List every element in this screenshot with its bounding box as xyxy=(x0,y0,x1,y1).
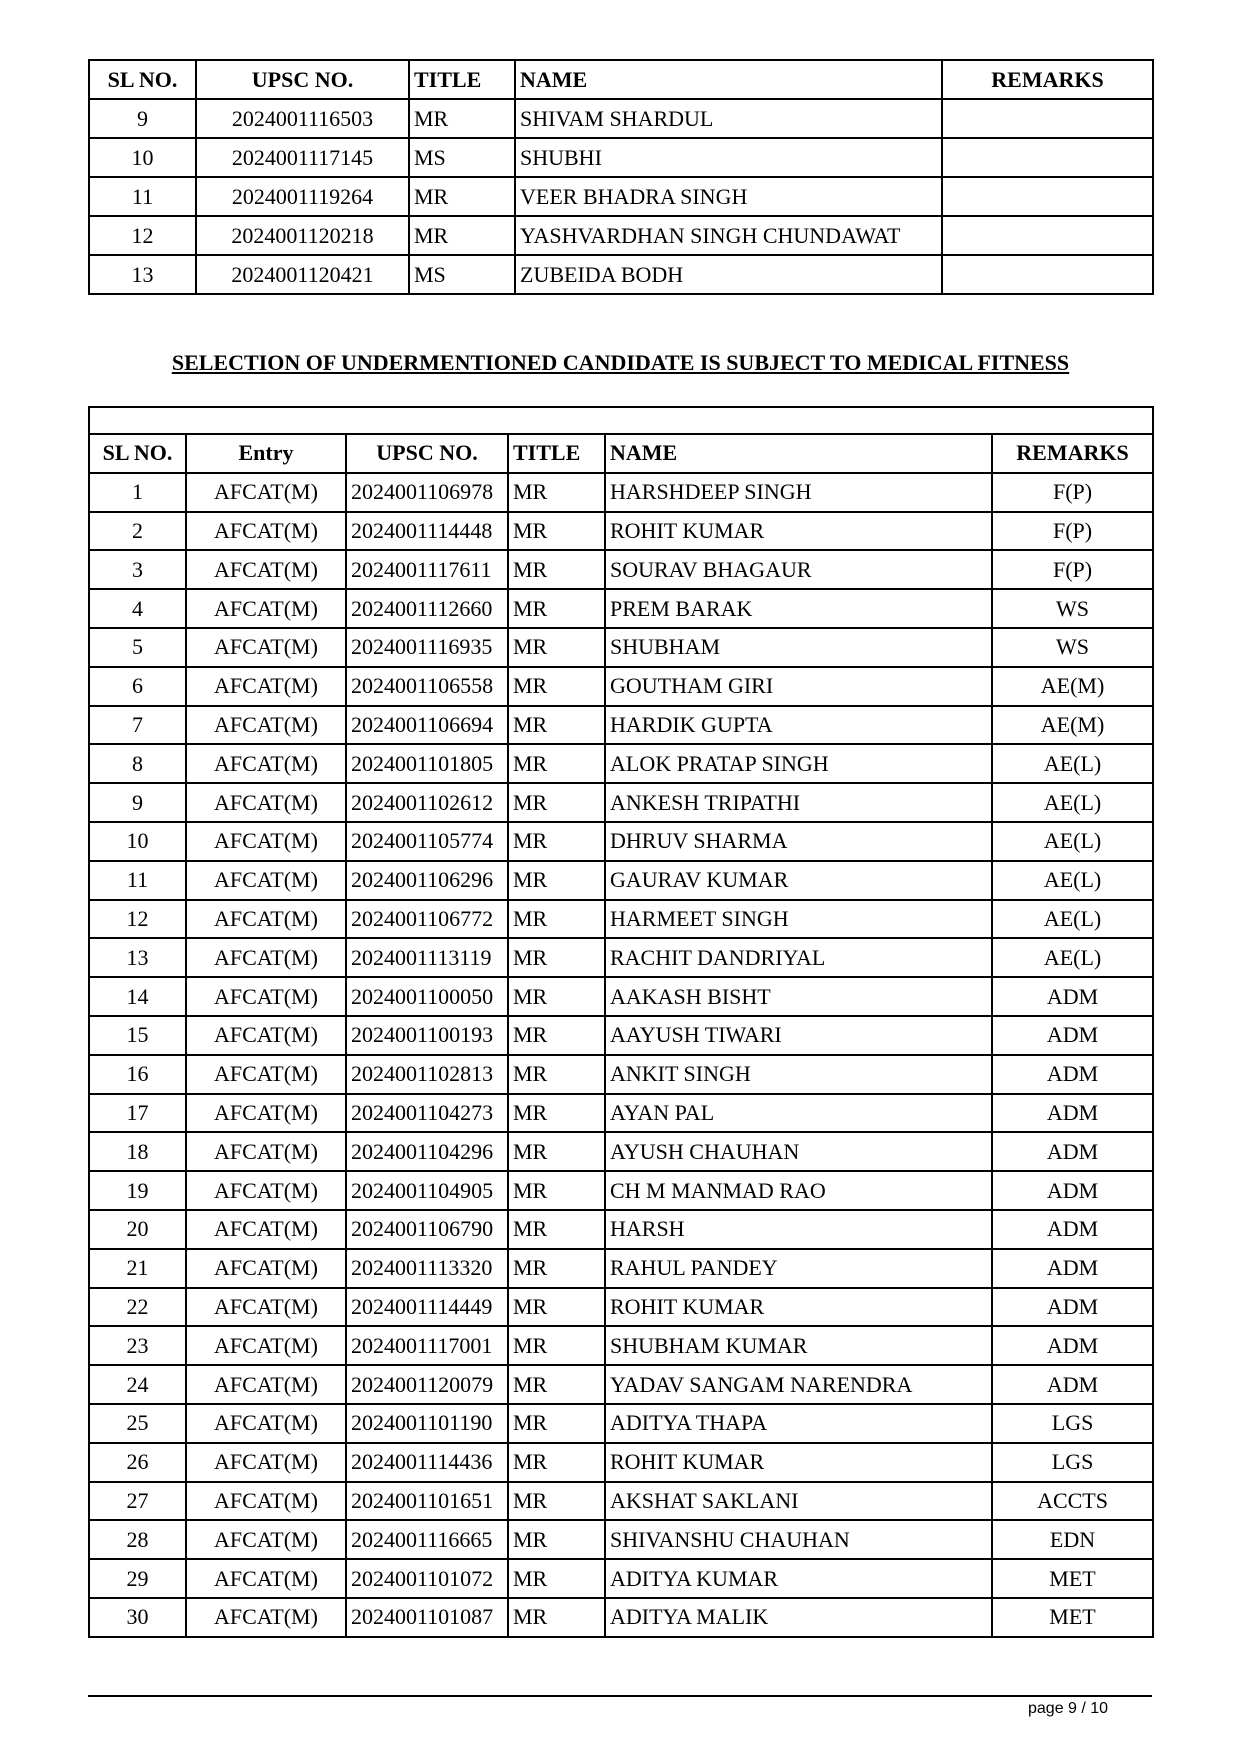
cell-title: MR xyxy=(508,1055,605,1094)
cell-entry: AFCAT(M) xyxy=(186,512,346,551)
cell-entry: AFCAT(M) xyxy=(186,1443,346,1482)
cell-sl-no: 10 xyxy=(89,138,196,177)
cell-title: MR xyxy=(508,1288,605,1327)
cell-entry: AFCAT(M) xyxy=(186,628,346,667)
cell-entry: AFCAT(M) xyxy=(186,861,346,900)
header-upsc-no: UPSC NO. xyxy=(346,434,508,473)
table-row xyxy=(89,138,1153,177)
cell-upsc-no: 2024001113119 xyxy=(346,938,508,977)
cell-name: ROHIT KUMAR xyxy=(605,1443,992,1482)
cell-name: ZUBEIDA BODH xyxy=(515,255,942,294)
cell-upsc-no: 2024001120218 xyxy=(196,216,409,255)
cell-entry: AFCAT(M) xyxy=(186,744,346,783)
table-row xyxy=(89,900,1153,939)
cell-title: MR xyxy=(508,744,605,783)
table-row xyxy=(89,1055,1153,1094)
cell-upsc-no: 2024001116503 xyxy=(196,99,409,138)
cell-title: MR xyxy=(508,550,605,589)
table-row xyxy=(89,1249,1153,1288)
cell-name: SHIVANSHU CHAUHAN xyxy=(605,1520,992,1559)
table-row xyxy=(89,1598,1153,1637)
table-row xyxy=(89,783,1153,822)
cell-title: MR xyxy=(508,512,605,551)
cell-upsc-no: 2024001104905 xyxy=(346,1171,508,1210)
cell-title: MR xyxy=(508,1094,605,1133)
table-row xyxy=(89,473,1153,512)
cell-sl-no: 28 xyxy=(89,1520,186,1559)
section-heading: SELECTION OF UNDERMENTIONED CANDIDATE IS SUBJECT TO MEDICAL FITNESS xyxy=(171,350,1070,375)
cell-name: GAURAV KUMAR xyxy=(605,861,992,900)
cell-name: HARMEET SINGH xyxy=(605,900,992,939)
cell-upsc-no: 2024001114436 xyxy=(346,1443,508,1482)
cell-title: MR xyxy=(508,589,605,628)
cell-sl-no: 25 xyxy=(89,1404,186,1443)
cell-title: MR xyxy=(508,900,605,939)
cell-remarks: F(P) xyxy=(992,473,1153,512)
header-sl-no: SL NO. xyxy=(89,60,196,99)
cell-entry: AFCAT(M) xyxy=(186,1326,346,1365)
cell-remarks xyxy=(942,138,1153,177)
cell-title: MS xyxy=(409,255,515,294)
cell-name: PREM BARAK xyxy=(605,589,992,628)
cell-upsc-no: 2024001117611 xyxy=(346,550,508,589)
cell-name: ROHIT KUMAR xyxy=(605,512,992,551)
cell-entry: AFCAT(M) xyxy=(186,1094,346,1133)
cell-entry: AFCAT(M) xyxy=(186,1365,346,1404)
cell-remarks xyxy=(942,216,1153,255)
cell-remarks: F(P) xyxy=(992,512,1153,551)
cell-upsc-no: 2024001104273 xyxy=(346,1094,508,1133)
cell-entry: AFCAT(M) xyxy=(186,977,346,1016)
cell-name: SHUBHAM xyxy=(605,628,992,667)
cell-entry: AFCAT(M) xyxy=(186,589,346,628)
table-row xyxy=(89,1094,1153,1133)
cell-name: YADAV SANGAM NARENDRA xyxy=(605,1365,992,1404)
cell-sl-no: 23 xyxy=(89,1326,186,1365)
cell-remarks: ADM xyxy=(992,977,1153,1016)
cell-remarks xyxy=(942,177,1153,216)
cell-title: MR xyxy=(508,1171,605,1210)
header-remarks: REMARKS xyxy=(942,60,1153,99)
cell-title: MR xyxy=(508,977,605,1016)
footer-divider xyxy=(88,1695,1152,1697)
cell-sl-no: 17 xyxy=(89,1094,186,1133)
cell-upsc-no: 2024001101072 xyxy=(346,1559,508,1598)
table-row xyxy=(89,99,1153,138)
cell-entry: AFCAT(M) xyxy=(186,1288,346,1327)
cell-upsc-no: 2024001117001 xyxy=(346,1326,508,1365)
cell-title: MR xyxy=(409,216,515,255)
cell-remarks: AE(M) xyxy=(992,706,1153,745)
cell-name: GOUTHAM GIRI xyxy=(605,667,992,706)
cell-sl-no: 13 xyxy=(89,255,196,294)
cell-sl-no: 2 xyxy=(89,512,186,551)
cell-name: HARDIK GUPTA xyxy=(605,706,992,745)
table-row xyxy=(89,1171,1153,1210)
cell-upsc-no: 2024001117145 xyxy=(196,138,409,177)
cell-sl-no: 14 xyxy=(89,977,186,1016)
cell-sl-no: 12 xyxy=(89,216,196,255)
cell-remarks: ADM xyxy=(992,1016,1153,1055)
cell-sl-no: 27 xyxy=(89,1482,186,1521)
cell-remarks: ADM xyxy=(992,1288,1153,1327)
table-row xyxy=(89,667,1153,706)
blank-title-row xyxy=(89,407,1153,434)
cell-sl-no: 29 xyxy=(89,1559,186,1598)
cell-upsc-no: 2024001100193 xyxy=(346,1016,508,1055)
cell-upsc-no: 2024001106694 xyxy=(346,706,508,745)
cell-name: ADITYA MALIK xyxy=(605,1598,992,1637)
cell-remarks xyxy=(942,255,1153,294)
cell-upsc-no: 2024001102612 xyxy=(346,783,508,822)
cell-name: SHUBHAM KUMAR xyxy=(605,1326,992,1365)
cell-name: DHRUV SHARMA xyxy=(605,822,992,861)
cell-title: MS xyxy=(409,138,515,177)
cell-remarks: ADM xyxy=(992,1132,1153,1171)
cell-sl-no: 19 xyxy=(89,1171,186,1210)
cell-title: MR xyxy=(409,177,515,216)
table-row xyxy=(89,1210,1153,1249)
cell-sl-no: 26 xyxy=(89,1443,186,1482)
cell-title: MR xyxy=(508,667,605,706)
cell-upsc-no: 2024001116665 xyxy=(346,1520,508,1559)
cell-upsc-no: 2024001120421 xyxy=(196,255,409,294)
cell-remarks: AE(L) xyxy=(992,938,1153,977)
cell-upsc-no: 2024001101651 xyxy=(346,1482,508,1521)
cell-upsc-no: 2024001105774 xyxy=(346,822,508,861)
cell-upsc-no: 2024001106978 xyxy=(346,473,508,512)
cell-remarks: WS xyxy=(992,628,1153,667)
cell-remarks: AE(L) xyxy=(992,900,1153,939)
cell-title: MR xyxy=(508,1016,605,1055)
cell-entry: AFCAT(M) xyxy=(186,1598,346,1637)
cell-remarks: ADM xyxy=(992,1171,1153,1210)
cell-remarks: LGS xyxy=(992,1443,1153,1482)
header-remarks: REMARKS xyxy=(992,434,1153,473)
table-row xyxy=(89,1132,1153,1171)
header-entry: Entry xyxy=(186,434,346,473)
cell-entry: AFCAT(M) xyxy=(186,900,346,939)
cell-sl-no: 22 xyxy=(89,1288,186,1327)
cell-name: HARSHDEEP SINGH xyxy=(605,473,992,512)
cell-entry: AFCAT(M) xyxy=(186,1482,346,1521)
cell-title: MR xyxy=(508,1365,605,1404)
table-row xyxy=(89,977,1153,1016)
cell-entry: AFCAT(M) xyxy=(186,938,346,977)
cell-upsc-no: 2024001120079 xyxy=(346,1365,508,1404)
cell-sl-no: 30 xyxy=(89,1598,186,1637)
cell-upsc-no: 2024001101805 xyxy=(346,744,508,783)
cell-name: ANKIT SINGH xyxy=(605,1055,992,1094)
cell-entry: AFCAT(M) xyxy=(186,1210,346,1249)
cell-entry: AFCAT(M) xyxy=(186,706,346,745)
cell-remarks: ADM xyxy=(992,1210,1153,1249)
cell-title: MR xyxy=(508,1326,605,1365)
cell-sl-no: 13 xyxy=(89,938,186,977)
cell-upsc-no: 2024001114448 xyxy=(346,512,508,551)
cell-name: ALOK PRATAP SINGH xyxy=(605,744,992,783)
cell-upsc-no: 2024001101190 xyxy=(346,1404,508,1443)
cell-title: MR xyxy=(508,783,605,822)
table-row xyxy=(89,550,1153,589)
cell-title: MR xyxy=(508,473,605,512)
cell-entry: AFCAT(M) xyxy=(186,1520,346,1559)
header-name: NAME xyxy=(605,434,992,473)
cell-name: AAYUSH TIWARI xyxy=(605,1016,992,1055)
cell-entry: AFCAT(M) xyxy=(186,1132,346,1171)
cell-sl-no: 11 xyxy=(89,861,186,900)
cell-upsc-no: 2024001100050 xyxy=(346,977,508,1016)
cell-title: MR xyxy=(508,1559,605,1598)
cell-name: RAHUL PANDEY xyxy=(605,1249,992,1288)
cell-title: MR xyxy=(508,861,605,900)
table-row xyxy=(89,1482,1153,1521)
cell-remarks: MET xyxy=(992,1559,1153,1598)
cell-upsc-no: 2024001106558 xyxy=(346,667,508,706)
cell-title: MR xyxy=(508,628,605,667)
cell-upsc-no: 2024001116935 xyxy=(346,628,508,667)
table-body xyxy=(89,473,1153,1637)
cell-entry: AFCAT(M) xyxy=(186,550,346,589)
table-row xyxy=(89,512,1153,551)
cell-sl-no: 20 xyxy=(89,1210,186,1249)
cell-upsc-no: 2024001106772 xyxy=(346,900,508,939)
cell-remarks: EDN xyxy=(992,1520,1153,1559)
table-row xyxy=(89,177,1153,216)
cell-title: MR xyxy=(508,706,605,745)
cell-name: SHIVAM SHARDUL xyxy=(515,99,942,138)
table-row xyxy=(89,1404,1153,1443)
cell-sl-no: 6 xyxy=(89,667,186,706)
cell-remarks: ADM xyxy=(992,1249,1153,1288)
cell-upsc-no: 2024001119264 xyxy=(196,177,409,216)
cell-title: MR xyxy=(508,1132,605,1171)
cell-title: MR xyxy=(508,1598,605,1637)
cell-name: ADITYA KUMAR xyxy=(605,1559,992,1598)
table-row xyxy=(89,706,1153,745)
cell-sl-no: 7 xyxy=(89,706,186,745)
cell-sl-no: 12 xyxy=(89,900,186,939)
table-body xyxy=(89,99,1153,294)
cell-name: ADITYA THAPA xyxy=(605,1404,992,1443)
cell-sl-no: 8 xyxy=(89,744,186,783)
cell-sl-no: 3 xyxy=(89,550,186,589)
cell-remarks: ADM xyxy=(992,1326,1153,1365)
cell-upsc-no: 2024001114449 xyxy=(346,1288,508,1327)
table-header-row xyxy=(89,60,1153,99)
cell-sl-no: 4 xyxy=(89,589,186,628)
cell-remarks: ACCTS xyxy=(992,1482,1153,1521)
blank-cell xyxy=(89,407,1153,434)
cell-remarks: ADM xyxy=(992,1055,1153,1094)
cell-name: VEER BHADRA SINGH xyxy=(515,177,942,216)
cell-sl-no: 1 xyxy=(89,473,186,512)
cell-sl-no: 15 xyxy=(89,1016,186,1055)
table-row xyxy=(89,628,1153,667)
cell-remarks: AE(L) xyxy=(992,822,1153,861)
cell-title: MR xyxy=(508,1443,605,1482)
table-row xyxy=(89,822,1153,861)
header-title: TITLE xyxy=(508,434,605,473)
cell-sl-no: 9 xyxy=(89,99,196,138)
cell-entry: AFCAT(M) xyxy=(186,1404,346,1443)
cell-sl-no: 5 xyxy=(89,628,186,667)
cell-entry: AFCAT(M) xyxy=(186,473,346,512)
header-title: TITLE xyxy=(409,60,515,99)
cell-name: AYUSH CHAUHAN xyxy=(605,1132,992,1171)
cell-title: MR xyxy=(508,1520,605,1559)
candidate-table-continued xyxy=(88,59,1154,295)
medical-fitness-table xyxy=(88,406,1154,1638)
table-row xyxy=(89,1559,1153,1598)
cell-upsc-no: 2024001112660 xyxy=(346,589,508,628)
cell-entry: AFCAT(M) xyxy=(186,783,346,822)
cell-name: YASHVARDHAN SINGH CHUNDAWAT xyxy=(515,216,942,255)
cell-sl-no: 16 xyxy=(89,1055,186,1094)
table-row xyxy=(89,1365,1153,1404)
page-number: page 9 / 10 xyxy=(1028,1700,1109,1717)
cell-remarks: AE(L) xyxy=(992,744,1153,783)
header-name: NAME xyxy=(515,60,942,99)
table-row xyxy=(89,1288,1153,1327)
cell-remarks: WS xyxy=(992,589,1153,628)
cell-upsc-no: 2024001102813 xyxy=(346,1055,508,1094)
cell-entry: AFCAT(M) xyxy=(186,1055,346,1094)
cell-title: MR xyxy=(508,1210,605,1249)
cell-sl-no: 9 xyxy=(89,783,186,822)
table-row xyxy=(89,255,1153,294)
cell-entry: AFCAT(M) xyxy=(186,1559,346,1598)
table-row xyxy=(89,1016,1153,1055)
cell-title: MR xyxy=(508,1482,605,1521)
cell-name: AAKASH BISHT xyxy=(605,977,992,1016)
table-row xyxy=(89,744,1153,783)
cell-entry: AFCAT(M) xyxy=(186,1171,346,1210)
cell-remarks: ADM xyxy=(992,1094,1153,1133)
cell-name: ROHIT KUMAR xyxy=(605,1288,992,1327)
cell-upsc-no: 2024001101087 xyxy=(346,1598,508,1637)
table-row xyxy=(89,938,1153,977)
cell-entry: AFCAT(M) xyxy=(186,1249,346,1288)
cell-title: MR xyxy=(409,99,515,138)
cell-title: MR xyxy=(508,822,605,861)
cell-sl-no: 10 xyxy=(89,822,186,861)
header-upsc-no: UPSC NO. xyxy=(196,60,409,99)
cell-entry: AFCAT(M) xyxy=(186,822,346,861)
cell-upsc-no: 2024001106790 xyxy=(346,1210,508,1249)
cell-entry: AFCAT(M) xyxy=(186,667,346,706)
header-sl-no: SL NO. xyxy=(89,434,186,473)
table-row xyxy=(89,589,1153,628)
cell-entry: AFCAT(M) xyxy=(186,1016,346,1055)
cell-upsc-no: 2024001106296 xyxy=(346,861,508,900)
cell-remarks: AE(L) xyxy=(992,783,1153,822)
table-header-row xyxy=(89,434,1153,473)
cell-remarks: ADM xyxy=(992,1365,1153,1404)
table-row xyxy=(89,1443,1153,1482)
cell-title: MR xyxy=(508,938,605,977)
cell-sl-no: 11 xyxy=(89,177,196,216)
cell-sl-no: 21 xyxy=(89,1249,186,1288)
cell-title: MR xyxy=(508,1249,605,1288)
table-row xyxy=(89,1326,1153,1365)
cell-sl-no: 18 xyxy=(89,1132,186,1171)
cell-remarks: AE(L) xyxy=(992,861,1153,900)
cell-remarks: F(P) xyxy=(992,550,1153,589)
table-row xyxy=(89,861,1153,900)
cell-name: CH M MANMAD RAO xyxy=(605,1171,992,1210)
table-row xyxy=(89,1520,1153,1559)
cell-name: HARSH xyxy=(605,1210,992,1249)
cell-title: MR xyxy=(508,1404,605,1443)
cell-upsc-no: 2024001104296 xyxy=(346,1132,508,1171)
cell-name: RACHIT DANDRIYAL xyxy=(605,938,992,977)
cell-sl-no: 24 xyxy=(89,1365,186,1404)
cell-upsc-no: 2024001113320 xyxy=(346,1249,508,1288)
table-row xyxy=(89,216,1153,255)
cell-name: SHUBHI xyxy=(515,138,942,177)
cell-name: SOURAV BHAGAUR xyxy=(605,550,992,589)
cell-name: AKSHAT SAKLANI xyxy=(605,1482,992,1521)
cell-name: ANKESH TRIPATHI xyxy=(605,783,992,822)
cell-remarks xyxy=(942,99,1153,138)
cell-name: AYAN PAL xyxy=(605,1094,992,1133)
cell-remarks: AE(M) xyxy=(992,667,1153,706)
cell-remarks: MET xyxy=(992,1598,1153,1637)
cell-remarks: LGS xyxy=(992,1404,1153,1443)
